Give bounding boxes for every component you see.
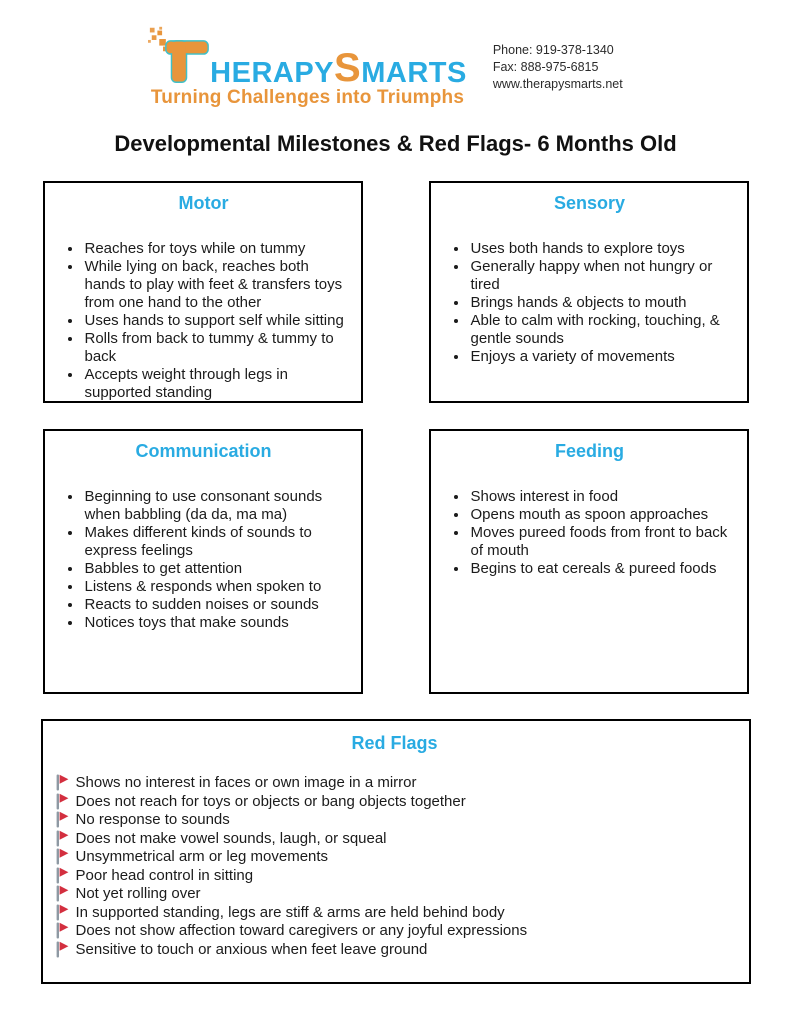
red-flag-icon — [55, 793, 69, 810]
red-flag-icon — [55, 774, 69, 791]
motor-section-box — [43, 181, 363, 403]
red-flag-text: Poor head control in sitting — [75, 866, 254, 884]
bullet-item: • Makes different kinds of sounds to express feelings — [83, 524, 351, 560]
bullet-item: • Reaches for toys while on tummy — [83, 240, 351, 258]
logo-t-mark-icon — [148, 26, 210, 84]
contact-website: www.therapysmarts.net — [492, 77, 623, 91]
red-flag-icon — [55, 922, 69, 939]
logo-pixel-squares — [148, 27, 168, 51]
bullet-item: • Able to calm with rocking, touching, & gentle sounds — [469, 312, 737, 348]
red-flag-text: No response to sounds — [75, 811, 230, 828]
feeding-section-box — [429, 429, 749, 694]
sensory-list — [443, 240, 737, 366]
motor-list — [57, 240, 351, 402]
red-flag-item — [55, 774, 735, 793]
red-flag-text: In supported standing, legs are stiff & arms are held behind body — [75, 903, 505, 921]
bullet-item: • Enjoys a variety of movements — [469, 348, 737, 366]
red-flag-item — [55, 922, 735, 941]
logo-letter-s: S — [334, 46, 362, 90]
red-flag-text: Not yet rolling over — [75, 885, 201, 902]
logo-row — [148, 26, 467, 90]
logo-word-herapy: HERAPY — [210, 57, 335, 89]
red-flag-item — [55, 904, 735, 923]
bullet-item: • Reacts to sudden noises or sounds — [83, 596, 351, 614]
bullet-item: • Moves pureed foods from front to back of mouth — [469, 524, 737, 560]
red-flag-icon — [55, 885, 69, 902]
red-flag-text: Does not make vowel sounds, laugh, or squeal — [75, 829, 387, 847]
red-flags-list — [55, 774, 735, 959]
bullet-item: • Listens & responds when spoken to — [83, 578, 351, 596]
red-flag-item — [55, 793, 735, 812]
red-flag-icon — [55, 830, 69, 847]
red-flag-item — [55, 811, 735, 830]
bullet-item: • Generally happy when not hungry or tired — [469, 258, 737, 294]
bullet-item: • Begins to eat cereals & pureed foods — [469, 560, 737, 578]
red-flag-item — [55, 830, 735, 849]
contact-phone: Phone: 919-378-1340 — [492, 43, 614, 57]
communication-section-box — [43, 429, 363, 694]
bullet-item: • Rolls from back to tummy & tummy to back — [83, 330, 351, 366]
red-flag-item — [55, 867, 735, 886]
communication-section-title: Communication — [135, 441, 272, 461]
sensory-section-title: Sensory — [553, 193, 626, 213]
bullet-item: • While lying on back, reaches both hands to play with feet & transfers toys from one hand to the other — [83, 258, 351, 312]
milestones-grid — [0, 181, 791, 694]
red-flags-box — [41, 719, 751, 984]
bullet-item: • Uses hands to support self while sitting — [83, 312, 351, 330]
red-flag-text: Does not reach for toys or objects or bang objects together — [75, 792, 466, 810]
red-flag-text: Does not show affection toward caregivers or any joyful expressions — [75, 922, 528, 939]
contact-fax: Fax: 888-975-6815 — [492, 60, 599, 74]
bullet-item: • Babbles to get attention — [83, 560, 351, 578]
page-title: Developmental Milestones & Red Flags- 6 Months Old — [114, 131, 677, 156]
therapy-smarts-logo — [148, 26, 467, 109]
bullet-item: • Accepts weight through legs in supported standing — [83, 366, 351, 402]
bullet-item: • Beginning to use consonant sounds when babbling (da da, ma ma) — [83, 488, 351, 524]
red-flag-icon — [55, 867, 69, 884]
bullet-item: • Brings hands & objects to mouth — [469, 294, 737, 312]
bullet-item: • Shows interest in food — [469, 488, 737, 506]
red-flags-title: Red Flags — [351, 733, 438, 753]
sensory-section-box — [429, 181, 749, 403]
logo-word-marts: MARTS — [361, 57, 467, 89]
feeding-section-title: Feeding — [554, 441, 624, 461]
red-flag-icon — [55, 811, 69, 828]
red-flag-text: Shows no interest in faces or own image in a mirror — [75, 774, 417, 791]
bullet-item: • Notices toys that make sounds — [83, 614, 351, 632]
red-flag-icon — [55, 904, 69, 921]
red-flag-item — [55, 885, 735, 904]
header — [0, 0, 791, 109]
logo-tagline: Turning Challenges into Triumphs — [150, 87, 465, 108]
bullet-item: • Opens mouth as spoon approaches — [469, 506, 737, 524]
red-flag-item — [55, 848, 735, 867]
feeding-list — [443, 488, 737, 578]
red-flag-item — [55, 941, 735, 960]
red-flag-text: Unsymmetrical arm or leg movements — [75, 848, 329, 865]
red-flag-icon — [55, 848, 69, 865]
contact-info — [493, 42, 643, 93]
red-flag-icon — [55, 941, 69, 958]
red-flag-text: Sensitive to touch or anxious when feet leave ground — [75, 940, 428, 958]
bullet-item: • Uses both hands to explore toys — [469, 240, 737, 258]
communication-list — [57, 488, 351, 632]
motor-section-title: Motor — [178, 193, 229, 213]
